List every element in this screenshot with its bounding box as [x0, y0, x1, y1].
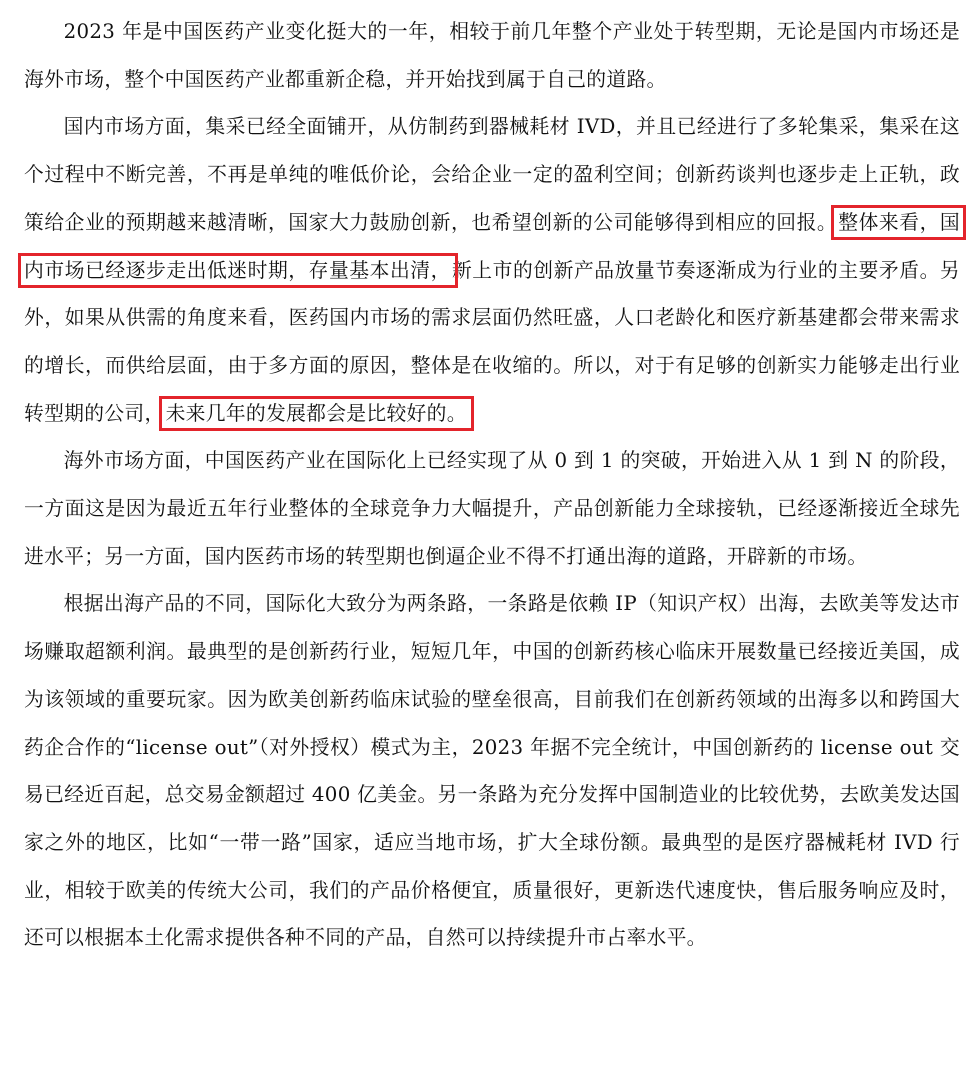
- paragraph-text: 2023 年是中国医药产业变化挺大的一年，相较于前几年整个产业处于转型期，无论是国内市场还是海外市场，整个中国医药产业都重新企稳，并开始找到属于自己的道路。: [24, 20, 960, 91]
- paragraph-text: 新上市的创新产品放量节奏逐渐成为行业的主要矛盾。另外，如果从供需的角度来看，医药国内市场的需求层面仍然旺盛，人口老龄化和医疗新基建都会带来需求的增长，而供给层面，由于多方面的原因，整体是在收缩的。所以，对于有足够的创新实力能够走出行业转型期的公司，: [24, 258, 960, 425]
- document-body: [24, 8, 960, 962]
- paragraph-text: 国内市场方面，集采已经全面铺开，从仿制药到器械耗材 IVD，并且已经进行了多轮集采，集采在这个过程中不断完善，不再是单纯的唯低价论，会给企业一定的盈利空间；创新药谈判也逐步走上正轨，政策给企业的预期越来越清晰，国家大力鼓励创新，也希望创新的公司能够得到相应的回报。: [24, 115, 960, 234]
- highlighted-phrase-market-cleared: 整体来看，国内市场已经逐步走出低迷时期，存量基本出清，: [24, 210, 960, 282]
- paragraph-text: 海外市场方面，中国医药产业在国际化上已经实现了从 0 到 1 的突破，开始进入从 1 到 N 的阶段，一方面这是因为最近五年行业整体的全球竞争力大幅提升，产品创新能力全球接轨，已经逐渐接近全球先进水平；另一方面，国内医药市场的转型期也倒逼企业不得不打通出海的道路，开辟新的市场。: [24, 449, 960, 568]
- paragraph-internationalization-paths: [24, 580, 960, 962]
- paragraph-domestic-market: [24, 103, 960, 437]
- paragraph-industry-overview: [24, 8, 960, 103]
- highlighted-phrase-future-outlook: 未来几年的发展都会是比较好的。: [165, 401, 467, 425]
- paragraph-overseas-market: [24, 437, 960, 580]
- paragraph-text: 根据出海产品的不同，国际化大致分为两条路，一条路是依赖 IP（知识产权）出海，去欧美等发达市场赚取超额利润。最典型的是创新药行业，短短几年，中国的创新药核心临床开展数量已经接近美国，成为该领域的重要玩家。因为欧美创新药临床试验的壁垒很高，目前我们在创新药领域的出海多以和跨国大药企合作的“license out”（对外授权）模式为主，2023 年据不完全统计，中国创新药的 license out 交易已经近百起，总交易金额超过 400 亿美金。另一条路为充分发挥中国制造业的比较优势，去欧美发达国家之外的地区，比如“一带一路”国家，适应当地市场，扩大全球份额。最典型的是医疗器械耗材 IVD 行业，相较于欧美的传统大公司，我们的产品价格便宜，质量很好，更新迭代速度快，售后服务响应及时，还可以根据本土化需求提供各种不同的产品，自然可以持续提升市占率水平。: [24, 592, 960, 950]
